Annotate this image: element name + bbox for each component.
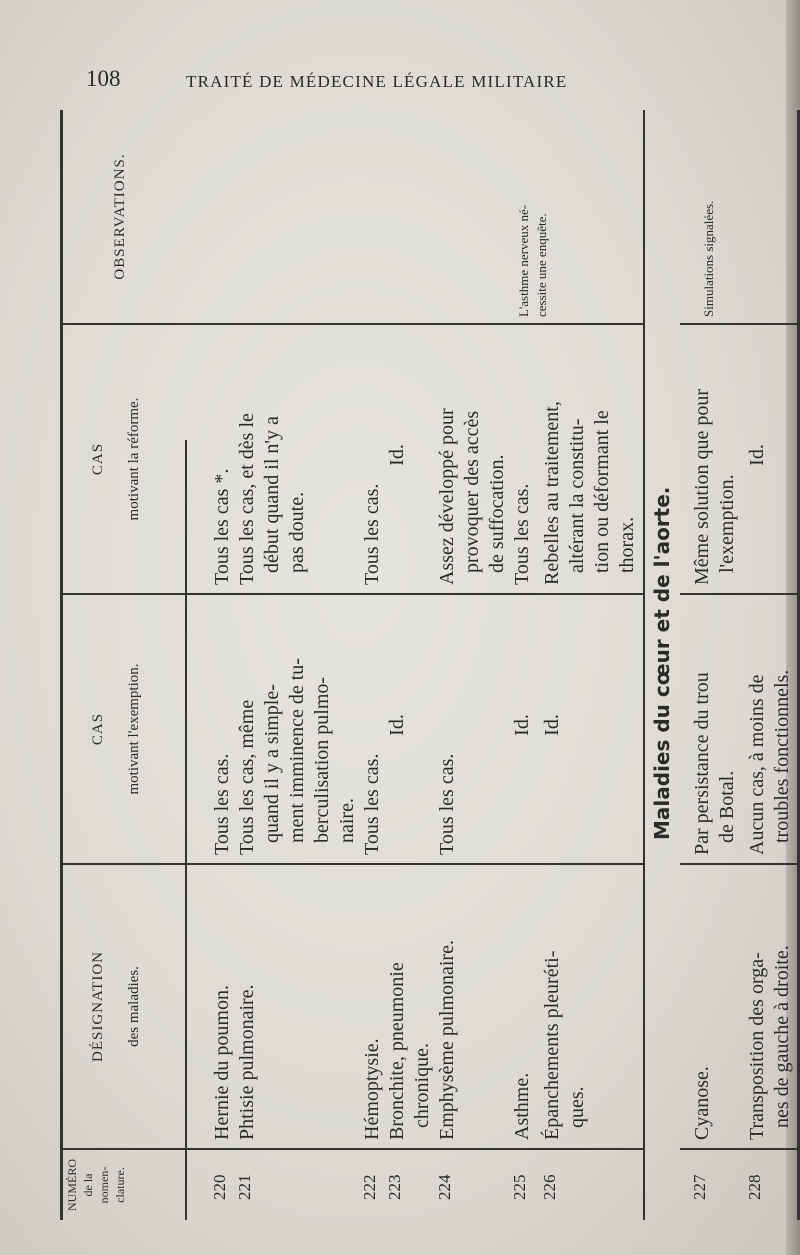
reforme-line: provoquer des accès: [461, 410, 483, 573]
exemption-line: Id.: [541, 714, 563, 736]
section-rule-top: [643, 110, 645, 1220]
designation-line: ques.: [566, 1086, 588, 1128]
reforme-line: Id.: [746, 444, 768, 466]
exemption-line: troubles fonctionnels.: [771, 669, 793, 843]
reforme-line: de suffocation.: [486, 454, 508, 573]
row-reforme: [210, 469, 235, 585]
header-numero-line: NUMÉRO: [65, 1159, 79, 1212]
row-number: 221: [235, 1174, 254, 1200]
col-rule-4b: [680, 323, 800, 325]
designation-line: Cyanose.: [691, 1066, 713, 1140]
row-observation: [700, 201, 718, 317]
exemption-line: Id.: [511, 714, 533, 736]
header-reforme: CAS: [90, 442, 106, 476]
exemption-line: quand il y a simple-: [261, 684, 283, 843]
row-reforme: [435, 408, 510, 585]
col-rule-2b: [680, 863, 800, 865]
reforme-line: Même solution que pour: [691, 388, 713, 585]
rotated-table: [60, 110, 800, 1220]
row-reforme: [745, 325, 770, 585]
row-number: 226: [540, 1174, 559, 1200]
observation-line: cessite une enquête.: [534, 213, 549, 317]
row-reforme: [360, 484, 385, 585]
designation-line: Bronchite, pneumonie: [386, 962, 408, 1140]
page-number: 108: [86, 66, 121, 91]
exemption-line: naire.: [336, 798, 358, 843]
row-number: 220: [210, 1174, 229, 1200]
page-header: [0, 66, 800, 96]
row-number: 224: [435, 1174, 454, 1200]
row-exemption: [540, 595, 565, 855]
designation-line: Hémoptysie.: [361, 1038, 383, 1140]
reforme-line: Rebelles au traitement,: [541, 401, 563, 585]
row-exemption: [235, 658, 360, 855]
header-numero-line: de la: [81, 1173, 95, 1197]
col-rule-1: [60, 1148, 645, 1150]
row-reforme: [235, 413, 310, 585]
reforme-line: Assez développé pour: [436, 408, 458, 585]
header-designation: DÉSIGNATION: [90, 951, 106, 1062]
header-exemption-sub: motivant l'exemption.: [126, 663, 142, 795]
designation-line: Asthme.: [511, 1072, 533, 1140]
reforme-line: altérant la constitu-: [566, 418, 588, 573]
reforme-line: Tous les cas.: [511, 483, 533, 585]
exemption-line: Aucun cas, à moins de: [746, 674, 768, 855]
exemption-line: berculisation pulmo-: [311, 676, 333, 843]
col-rule-4: [60, 323, 645, 325]
row-exemption: [435, 754, 460, 855]
designation-line: chronique.: [411, 1043, 433, 1128]
header-rule: [185, 440, 187, 1220]
running-title: TRAITÉ DE MÉDECINE LÉGALE MILITAIRE: [186, 72, 568, 91]
col-rule-2: [60, 863, 645, 865]
exemption-line: Par persistance du trou: [691, 672, 713, 855]
row-reforme: [510, 484, 535, 585]
row-number: 222: [360, 1174, 379, 1200]
designation-line: Transposition des orga-: [746, 952, 768, 1140]
reforme-line: thorax.: [616, 516, 638, 573]
row-reforme: [540, 401, 640, 585]
observation-line: L'asthme nerveux né-: [516, 204, 531, 317]
row-designation: [690, 1066, 715, 1140]
row-designation: [360, 1038, 385, 1140]
row-reforme: [690, 389, 740, 585]
row-number: 227: [690, 1174, 709, 1200]
reforme-line: Id.: [386, 444, 408, 466]
row-number: 228: [745, 1174, 764, 1200]
header-numero: [64, 1152, 128, 1218]
row-designation: [745, 945, 795, 1140]
exemption-line: de Botal.: [716, 770, 738, 843]
exemption-line: Tous les cas.: [211, 753, 233, 855]
header-reforme-sub: motivant la réforme.: [126, 397, 142, 521]
col-rule-1b: [680, 1148, 800, 1150]
exemption-line: Tous les cas.: [361, 753, 383, 855]
reforme-line: l'exemption.: [716, 474, 738, 573]
reforme-line: pas doute.: [286, 491, 308, 573]
header-numero-line: clature.: [113, 1167, 127, 1203]
row-exemption: [360, 754, 385, 855]
row-number: 225: [510, 1174, 529, 1200]
designation-line: Phtisie pulmonaire.: [236, 984, 258, 1140]
exemption-line: Id.: [386, 714, 408, 736]
exemption-line: Tous les cas, même: [236, 699, 258, 855]
reforme-line: début quand il n'y a: [261, 416, 283, 573]
header-designation-sub: des maladies.: [126, 966, 142, 1047]
row-exemption: [510, 595, 535, 855]
exemption-line: ment imminence de tu-: [286, 658, 308, 843]
reforme-line: Tous les cas.: [361, 483, 383, 585]
designation-line: Épanchements pleuréti-: [541, 950, 563, 1140]
row-designation: [510, 1073, 535, 1140]
designation-line: Emphysème pulmonaire.: [436, 940, 458, 1140]
observation-line: Simulations signalées.: [701, 200, 716, 317]
row-exemption: [210, 754, 235, 855]
row-exemption: [690, 672, 740, 855]
row-exemption: [385, 595, 410, 855]
row-exemption: [745, 670, 795, 855]
row-observation: [515, 205, 551, 317]
reforme-line: Tous les cas, et dès le: [236, 413, 258, 585]
designation-line: Hernie du poumon.: [211, 985, 233, 1140]
header-numero-line: nomen-: [97, 1166, 111, 1204]
row-number: 223: [385, 1174, 404, 1200]
designation-line: nes de gauche à droite.: [771, 945, 793, 1128]
row-designation: [435, 940, 460, 1140]
header-observations: OBSERVATIONS.: [112, 153, 128, 280]
row-designation: [385, 962, 435, 1140]
row-designation: [235, 984, 260, 1140]
section-title: Maladies du cœur et de l'aorte.: [650, 486, 674, 840]
exemption-line: Tous les cas.: [436, 753, 458, 855]
header-exemption: CAS: [90, 712, 106, 746]
row-designation: [210, 985, 235, 1140]
reforme-line: tion ou déformant le: [591, 410, 613, 573]
reforme-line: Tous les cas *.: [211, 468, 233, 585]
col-rule-3b: [680, 593, 800, 595]
row-reforme: [385, 325, 410, 585]
row-designation: [540, 951, 590, 1140]
